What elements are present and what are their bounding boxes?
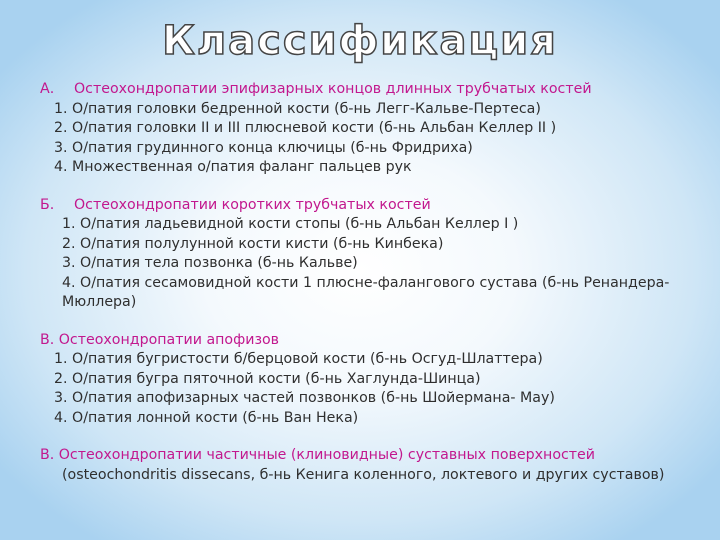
list-item: (osteochondritis dissecans, б-нь Кенига коленного, локтевого и других суставов): [62, 466, 665, 483]
list-item: 2. О/патия бугра пяточной кости (б-нь Хаглунда-Шинца): [54, 370, 481, 387]
section-letter: А.: [40, 81, 55, 97]
list-item: 3. О/патия тела позвонка (б-нь Кальве): [62, 255, 358, 271]
section-title: Остеохондропатии коротких трубчатых костей: [74, 196, 431, 213]
list-item: 1. О/патия ладьевидной кости стопы (б-нь Альбан Келлер I ): [62, 216, 519, 232]
list-item: 4. Множественная о/патия фаланг пальцев рук: [54, 159, 412, 175]
section-v-partial: [40, 446, 700, 485]
section-v-apophyses: [40, 331, 700, 429]
list-item: 4. О/патия лонной кости (б-нь Ван Нека): [54, 409, 359, 426]
section-title: Остеохондропатии частичные (клиновидные) суставных поверхностей: [58, 447, 596, 463]
section-letter: В.: [40, 447, 55, 463]
classification-content: [40, 80, 700, 503]
section-letter: В.: [40, 331, 55, 348]
section-title: Остеохондропатии апофизов: [58, 331, 280, 348]
section-heading: [40, 80, 700, 100]
section-letter: Б.: [40, 196, 55, 213]
slide-title: Классификация: [162, 18, 558, 64]
list-item: 4. О/патия сесамовидной кости 1 плюсне-фалангового сустава (б-нь Ренандера-Мюллера): [62, 274, 670, 310]
section-heading: [40, 331, 700, 351]
list-item: 2. О/патия полулунной кости кисти (б-нь Кинбека): [62, 235, 444, 252]
section-heading: [40, 446, 700, 466]
list-item: 3. О/патия апофизарных частей позвонков (б-нь Шойермана- Мау): [54, 390, 555, 406]
section-a: [40, 80, 700, 178]
list-item: 3. О/патия грудинного конца ключицы (б-нь Фридриха): [54, 139, 473, 156]
section-title: Остеохондропатии эпифизарных концов длинных трубчатых костей: [74, 81, 592, 97]
list-item: 1. О/патия бугристости б/берцовой кости (б-нь Осгуд-Шлаттера): [54, 351, 543, 367]
list-item: 1. О/патия головки бедренной кости (б-нь Легг-Кальве-Пертеса): [54, 100, 541, 117]
section-heading: [40, 196, 700, 216]
section-b: [40, 196, 700, 313]
list-item: 2. О/патия головки II и III плюсневой кости (б-нь Альбан Келлер II ): [54, 120, 557, 136]
